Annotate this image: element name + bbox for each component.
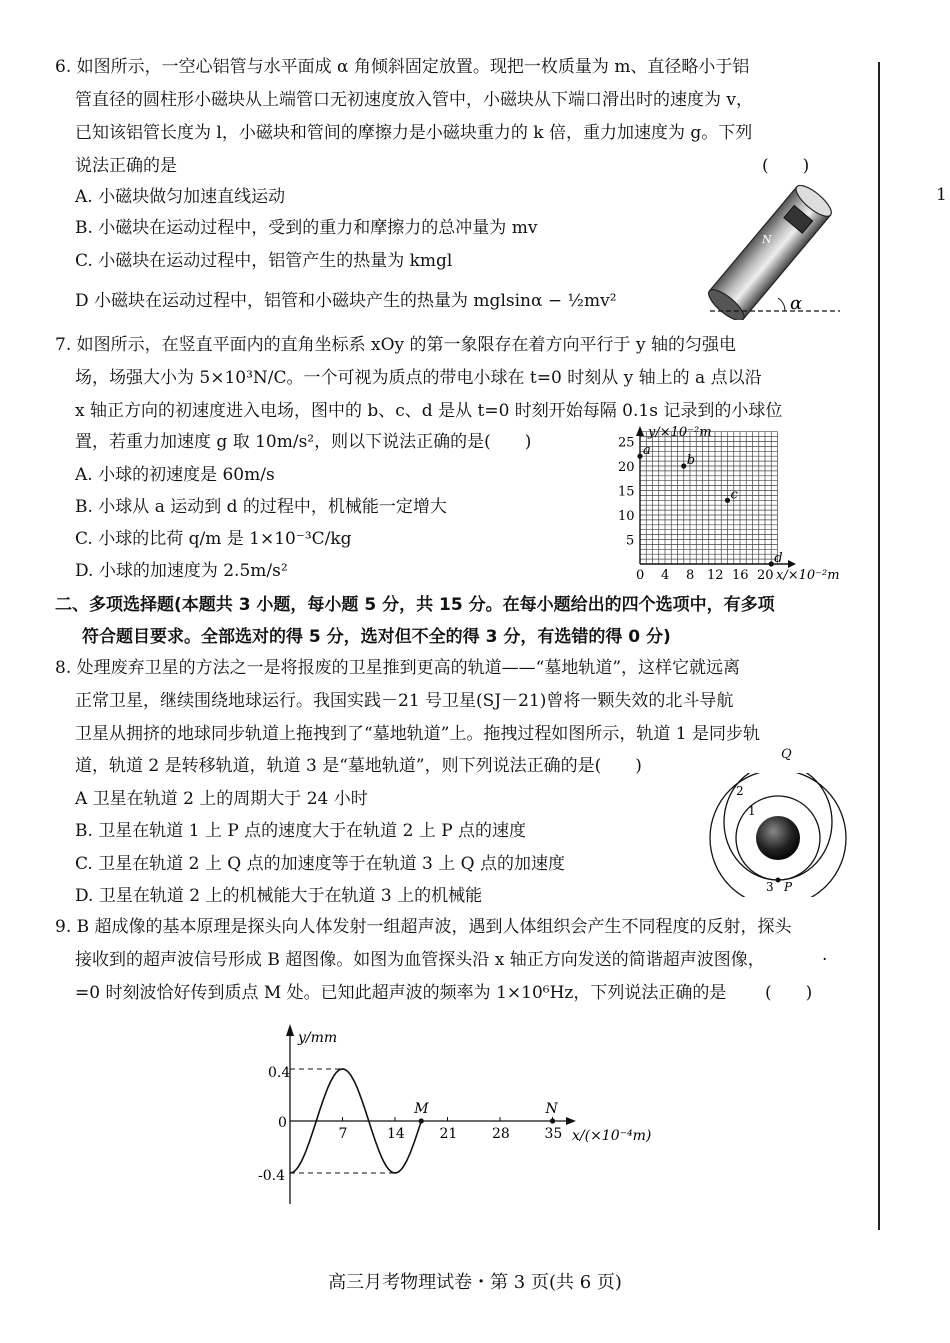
wave-x-arrow (566, 1117, 576, 1125)
wave-ytick-zero: 0 (278, 1115, 287, 1131)
tube-figure (690, 185, 845, 320)
q9-line-2: 接收到的超声波信号形成 B 超图像。如图为血管探头沿 x 轴正方向发送的简谐超声波图像， (75, 950, 765, 970)
wave-x-tick: 14 (387, 1126, 405, 1142)
grid-y-tick: 20 (618, 460, 635, 475)
point-p-label: P (784, 880, 793, 894)
q9-answer-bracket: ( ) (765, 983, 813, 1003)
orbit-3-label: 3 (766, 880, 774, 894)
q6-line-3: 已知该铝管长度为 l，小磁块和管间的摩擦力是小磁块重力的 k 倍，重力加速度为 g。下列 (75, 123, 753, 143)
q6-line-2: 管直径的圆柱形小磁块从上端管口无初速度放入管中，小磁块从下端口滑出时的速度为 v， (75, 90, 754, 110)
q7-option-b: B. 小球从 a 运动到 d 的过程中，机械能一定增大 (75, 497, 447, 517)
q6-option-c: C. 小磁块在运动过程中，铝管产生的热量为 kmgl (75, 251, 453, 271)
point-a (637, 454, 642, 459)
q8-line-2: 正常卫星，继续围绕地球运行。我国实践－21 号卫星(SJ－21)曾将一颗失效的北斗导航 (75, 691, 734, 711)
q7-line-3: x 轴正方向的初速度进入电场，图中的 b、c、d 是从 t=0 时刻开始每隔 0.1s 记录到的小球位 (75, 401, 783, 421)
grid-x-tick: 0 (636, 568, 645, 583)
wave-point-label-N: N (545, 1101, 558, 1117)
alpha-label: α (790, 293, 803, 314)
wave-ytick-bottom: -0.4 (258, 1168, 285, 1184)
point-q-label: Q (781, 747, 792, 762)
q6-option-d: D 小磁块在运动过程中，铝管和小磁块产生的热量为 mglsinα − ½mv² (75, 291, 617, 311)
wave-x-tick: 35 (544, 1126, 563, 1142)
q8-option-a: A 卫星在轨道 2 上的周期大于 24 小时 (75, 789, 368, 809)
q8-option-b: B. 卫星在轨道 1 上 P 点的速度大于在轨道 2 上 P 点的速度 (75, 821, 527, 841)
q7-option-a: A. 小球的初速度是 60m/s (75, 465, 275, 485)
q9-line-3: =0 时刻波恰好传到质点 M 处。已知此超声波的频率为 1×10⁶Hz，下列说法正确的是 (75, 983, 727, 1003)
point-label-c: c (730, 487, 738, 503)
section2-header-line-2: 符合题目要求。全部选对的得 5 分，选对但不全的得 3 分，有选错的得 0 分) (82, 627, 671, 647)
wave-x-tick: 21 (439, 1126, 458, 1142)
q6-line-4: 说法正确的是 (75, 156, 177, 176)
wave-y-arrow (286, 1024, 294, 1036)
q6-option-b: B. 小磁块在运动过程中，受到的重力和摩擦力的总冲量为 mv (75, 218, 538, 238)
page-footer: 高三月考物理试卷・第 3 页(共 6 页) (328, 1272, 622, 1293)
grid-chart (610, 422, 850, 584)
point-p-dot (776, 878, 781, 883)
grid-x-tick: 20 (757, 568, 774, 583)
grid-x-tick: 8 (686, 568, 695, 583)
grid-x-tick: 16 (732, 568, 749, 583)
section2-header-line-1: 二、多项选择题(本题共 3 小题，每小题 5 分，共 15 分。在每小题给出的四个选项中，有多项 (55, 595, 775, 615)
point-label-a: a (643, 443, 651, 459)
alpha-arc (778, 298, 785, 311)
y-axis-arrow (636, 426, 644, 436)
q8-line-4: 道，轨道 2 是转移轨道，轨道 3 是“墓地轨道”，则下列说法正确的是( ) (75, 756, 642, 776)
grid-x-label: x/×10⁻²m (776, 568, 840, 583)
aluminum-tube (704, 185, 835, 320)
margin-page-number: 1 (936, 185, 947, 205)
q6-line-1: 6. 如图所示，一空心铝管与水平面成 α 角倾斜固定放置。现把一枚质量为 m、直径略小于铝 (55, 57, 750, 77)
point-d (769, 561, 774, 566)
wave-chart (250, 1020, 670, 1210)
wave-point-N (550, 1118, 555, 1123)
q7-option-c: C. 小球的比荷 q/m 是 1×10⁻³C/kg (75, 529, 352, 549)
q9-side-mark: · (822, 950, 828, 970)
grid-y-tick: 10 (618, 509, 635, 524)
q9-line-1: 9. B 超成像的基本原理是探头向人体发射一组超声波，遇到人体组织会产生不同程度的反射，探头 (55, 917, 792, 937)
wave-point-label-M: M (414, 1101, 429, 1117)
wave-y-label: y/mm (298, 1030, 338, 1046)
point-b (681, 463, 686, 468)
orbit-figure (700, 773, 850, 897)
q8-option-d: D. 卫星在轨道 2 上的机械能大于在轨道 3 上的机械能 (75, 886, 483, 906)
q7-line-2: 场，场强大小为 5×10³N/C。一个可视为质点的带电小球在 t=0 时刻从 y 轴上的 a 点以沿 (75, 368, 762, 388)
grid-y-tick: 5 (626, 533, 635, 549)
q7-line-1: 7. 如图所示，在竖直平面内的直角坐标系 xOy 的第一象限存在着方向平行于 y 轴的匀强电 (55, 335, 736, 355)
x-axis-arrow (788, 560, 796, 568)
q8-line-1: 8. 处理废弃卫星的方法之一是将报废的卫星推到更高的轨道——“墓地轨道”，这样它就远离 (55, 658, 741, 678)
point-label-d: d (774, 551, 783, 566)
grid-y-label: y/×10⁻²m (648, 425, 712, 440)
margin-line (878, 62, 880, 1230)
wave-x-tick: 7 (338, 1126, 348, 1142)
grid-x-tick: 4 (661, 568, 670, 583)
earth (756, 816, 800, 860)
wave-x-label: x/(×10⁻⁴m) (572, 1128, 652, 1144)
q8-option-c: C. 卫星在轨道 2 上 Q 点的加速度等于在轨道 3 上 Q 点的加速度 (75, 854, 565, 874)
wave-ytick-top: 0.4 (268, 1065, 291, 1081)
grid-x-tick: 12 (707, 568, 724, 583)
wave-x-tick: 28 (492, 1126, 510, 1142)
orbit-2-label: 2 (736, 784, 744, 798)
grid-y-tick: 15 (618, 484, 635, 500)
point-c (725, 498, 730, 503)
q8-line-3: 卫星从拥挤的地球同步轨道上拖拽到了“墓地轨道”上。拖拽过程如图所示，轨道 1 是同步轨 (75, 724, 761, 744)
magnet-label-n: N (762, 233, 772, 246)
wave-point-M (419, 1118, 424, 1123)
q6-option-a: A. 小磁块做匀加速直线运动 (75, 187, 286, 207)
point-label-b: b (686, 453, 696, 468)
q7-line-4: 置，若重力加速度 g 取 10m/s²，则以下说法正确的是( ) (75, 432, 532, 452)
q6-answer-bracket: ( ) (762, 156, 810, 176)
q7-option-d: D. 小球的加速度为 2.5m/s² (75, 561, 288, 581)
grid-y-tick: 25 (618, 435, 635, 451)
orbit-1-label: 1 (748, 804, 756, 818)
